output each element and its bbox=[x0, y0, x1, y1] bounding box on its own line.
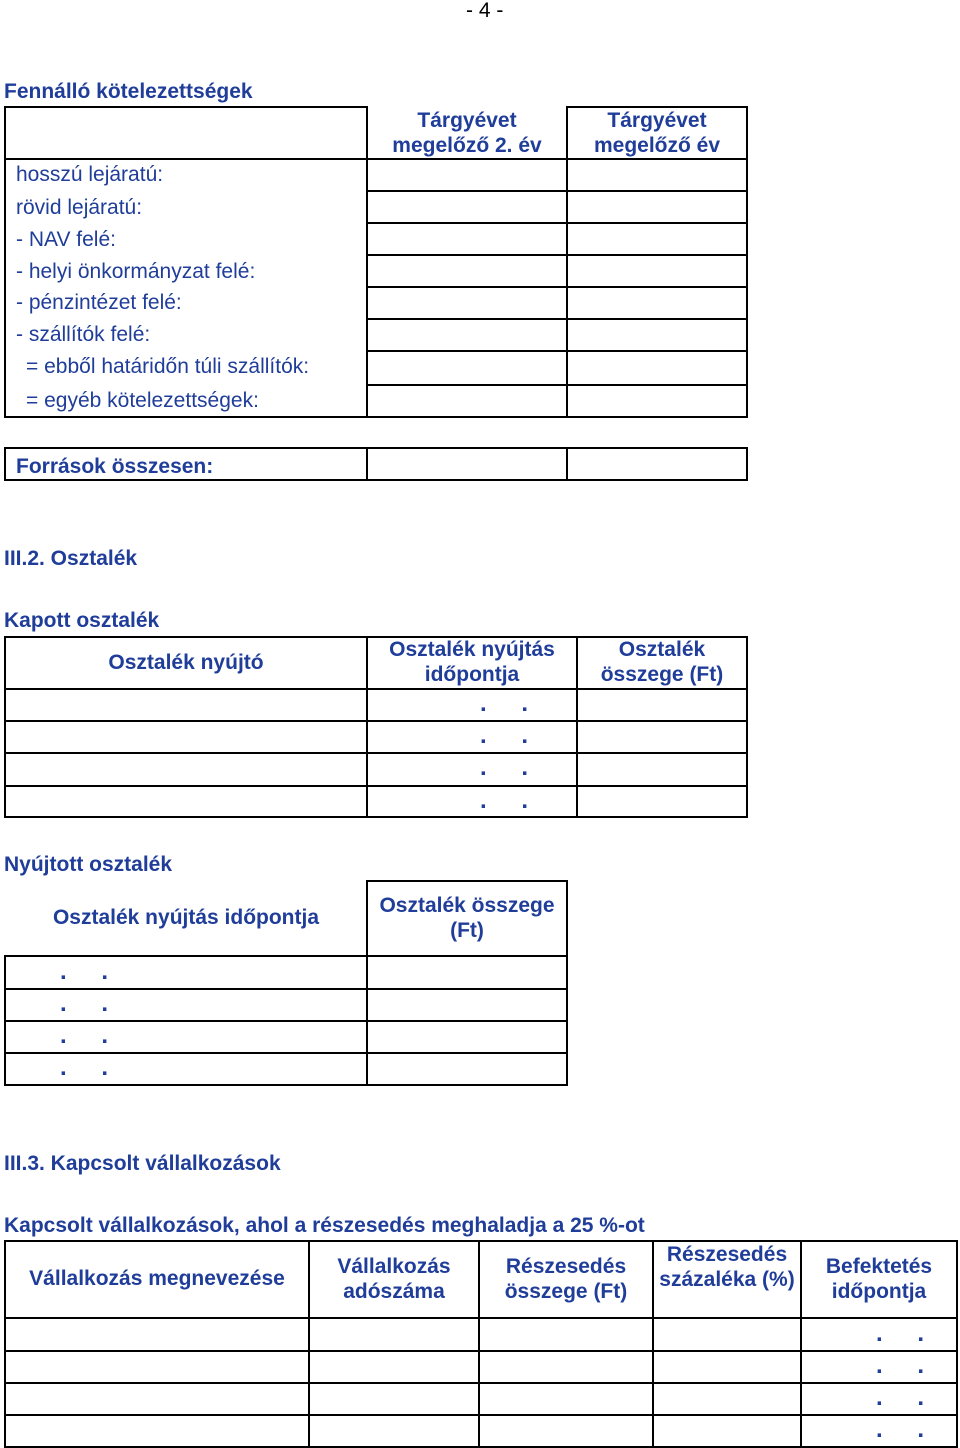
date-placeholder: . . bbox=[876, 1352, 939, 1379]
related-header-date: Befektetés időpontja bbox=[825, 1255, 933, 1303]
date-placeholder: . . bbox=[60, 958, 123, 985]
row-line bbox=[366, 286, 748, 288]
label-header-line bbox=[4, 158, 368, 160]
date-placeholder: . . bbox=[480, 754, 543, 781]
liabilities-col2-header: Tárgyévet megelőző év bbox=[593, 109, 721, 157]
row-line bbox=[4, 1414, 958, 1416]
liability-row-label: = egyéb kötelezettségek: bbox=[26, 389, 259, 412]
row-line bbox=[366, 222, 748, 224]
page-number: - 4 - bbox=[466, 0, 504, 22]
total-label: Források összesen: bbox=[16, 455, 214, 478]
row-line bbox=[4, 1382, 958, 1384]
date-placeholder: . . bbox=[876, 1320, 939, 1347]
dividend-section-title: III.2. Osztalék bbox=[4, 547, 138, 570]
related-header-amount: Részesedés összege (Ft) bbox=[504, 1255, 628, 1303]
total-col2-box bbox=[566, 447, 748, 481]
related-section-title: III.3. Kapcsolt vállalkozások bbox=[4, 1152, 281, 1175]
total-col1-box bbox=[366, 447, 568, 481]
row-line bbox=[4, 955, 568, 957]
top-edge-mask bbox=[4, 880, 366, 882]
date-placeholder: . . bbox=[480, 722, 543, 749]
given-dividend-title: Nyújtott osztalék bbox=[4, 853, 173, 876]
liability-row-label: - pénzintézet felé: bbox=[16, 291, 182, 314]
given-header-date: Osztalék nyújtás időpontja bbox=[52, 906, 320, 929]
date-placeholder: . . bbox=[60, 990, 123, 1017]
liability-row-label: rövid lejáratú: bbox=[16, 196, 143, 219]
row-line bbox=[366, 350, 748, 352]
received-header-amount: Osztalék összege (Ft) bbox=[600, 638, 724, 686]
date-placeholder: . . bbox=[876, 1416, 939, 1443]
row-line bbox=[4, 785, 748, 787]
date-placeholder: . . bbox=[60, 1022, 123, 1049]
row-line bbox=[366, 158, 748, 160]
given-header-amount: Osztalék összege (Ft) bbox=[379, 894, 555, 942]
liabilities-col1-header: Tárgyévet megelőző 2. év bbox=[392, 109, 542, 157]
liability-row-label: - NAV felé: bbox=[16, 228, 116, 251]
liability-row-label: - helyi önkormányzat felé: bbox=[16, 260, 256, 283]
row-line bbox=[4, 1350, 958, 1352]
liability-row-label: - szállítók felé: bbox=[16, 323, 151, 346]
related-header-name: Vállalkozás megnevezése bbox=[29, 1267, 285, 1290]
liability-row-label: = ebből határidőn túli szállítók: bbox=[26, 355, 310, 378]
row-line bbox=[366, 318, 748, 320]
received-header-provider: Osztalék nyújtó bbox=[108, 651, 264, 674]
liability-row-label: hosszú lejáratú: bbox=[16, 163, 164, 186]
date-placeholder: . . bbox=[480, 787, 543, 814]
row-line bbox=[4, 1317, 958, 1319]
date-placeholder: . . bbox=[60, 1054, 123, 1081]
row-line bbox=[4, 720, 748, 722]
received-dividend-title: Kapott osztalék bbox=[4, 609, 160, 632]
row-line bbox=[4, 688, 748, 690]
related-title: Kapcsolt vállalkozások, ahol a részesedés meghaladja a 25 %-ot bbox=[4, 1214, 645, 1237]
row-line bbox=[4, 752, 748, 754]
related-header-taxid: Vállalkozás adószáma bbox=[337, 1255, 451, 1303]
received-header-date: Osztalék nyújtás időpontja bbox=[389, 638, 555, 686]
liabilities-title: Fennálló kötelezettségek bbox=[4, 80, 253, 103]
date-placeholder: . . bbox=[876, 1384, 939, 1411]
related-header-percent: Részesedés százaléka (%) bbox=[659, 1243, 795, 1291]
row-line bbox=[366, 254, 748, 256]
row-line bbox=[366, 190, 748, 192]
date-placeholder: . . bbox=[480, 690, 543, 717]
row-line bbox=[366, 384, 748, 386]
